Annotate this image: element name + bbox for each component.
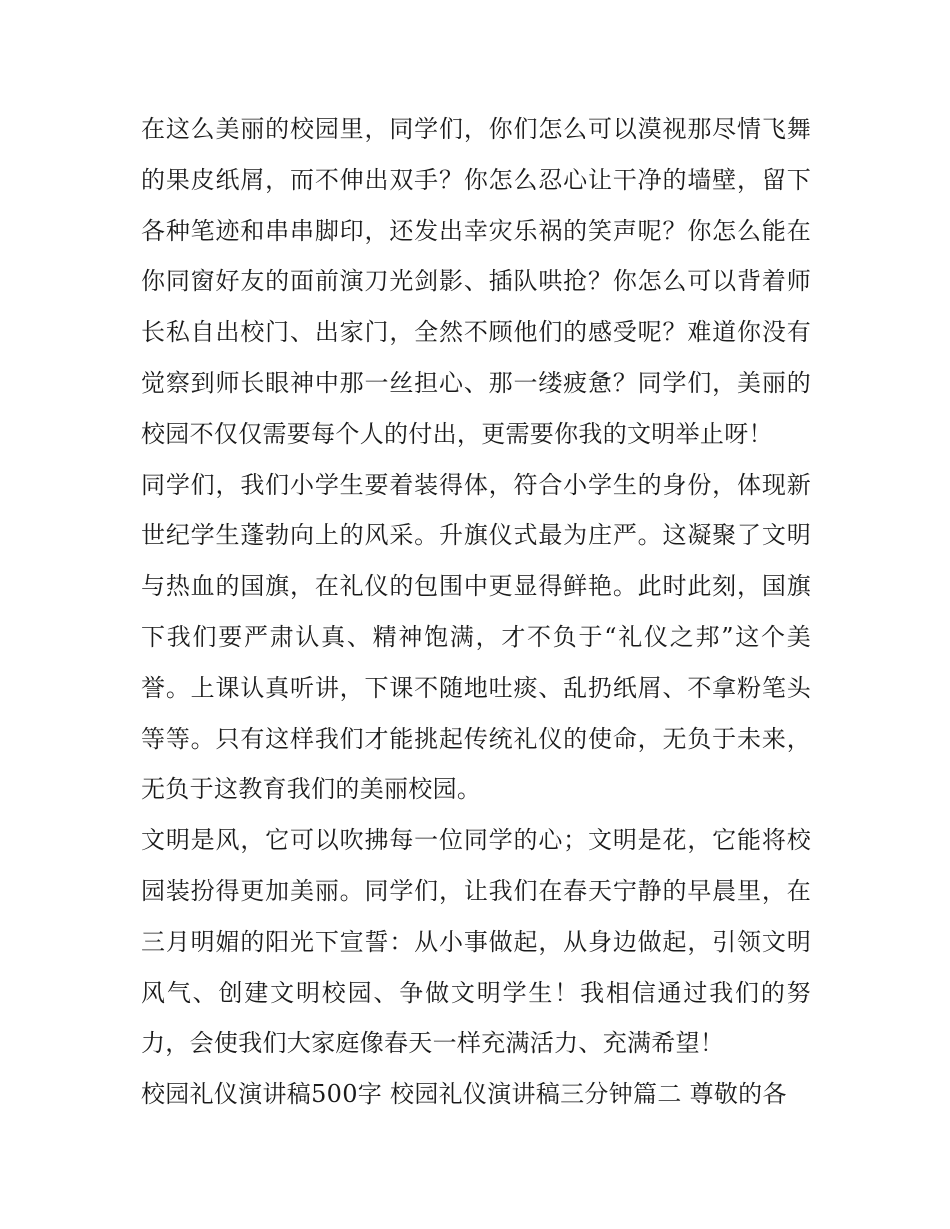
paragraph-1: 在这么美丽的校园里，同学们，你们怎么可以漠视那尽情飞舞的果皮纸屑，而不伸出双手？你怎么忍心让干净的墙壁，留下各种笔迹和串串脚印，还发出幸灾乐祸的笑声呢？你怎么能在你同窗好友的面前演刀光剑影、插队哄抢？你怎么可以背着师长私自出校门、出家门，全然不顾他们的感受呢？难道你没有觉察到师长眼神中那一丝担心、那一缕疲惫？同学们，美丽的校园不仅仅需要每个人的付出，更需要你我的文明举止呀！ [141, 115, 811, 448]
paragraph-3: 文明是风，它可以吹拂每一位同学的心；文明是花，它能将校园装扮得更加美丽。同学们，让我们在春天宁静的早晨里，在三月明媚的阳光下宣誓：从小事做起，从身边做起，引领文明风气、创建文明校园、争做文明学生！我相信通过我们的努力，会使我们大家庭像春天一样充满活力、充满希望！ [141, 826, 811, 1058]
paragraph-4-heading: 校园礼仪演讲稿500字 校园礼仪演讲稿三分钟篇二 尊敬的各 [141, 1080, 787, 1109]
document-body [141, 104, 811, 1120]
paragraph-2: 同学们，我们小学生要着装得体，符合小学生的身份，体现新世纪学生蓬勃向上的风采。升旗仪式最为庄严。这凝聚了文明与热血的国旗，在礼仪的包围中更显得鲜艳。此时此刻，国旗下我们要严肃认真、精神饱满，才不负于“礼仪之邦”这个美誉。上课认真听讲，下课不随地吐痰、乱扔纸屑、不拿粉笔头等等。只有这样我们才能挑起传统礼仪的使命，无负于未来，无负于这教育我们的美丽校园。 [141, 470, 811, 804]
